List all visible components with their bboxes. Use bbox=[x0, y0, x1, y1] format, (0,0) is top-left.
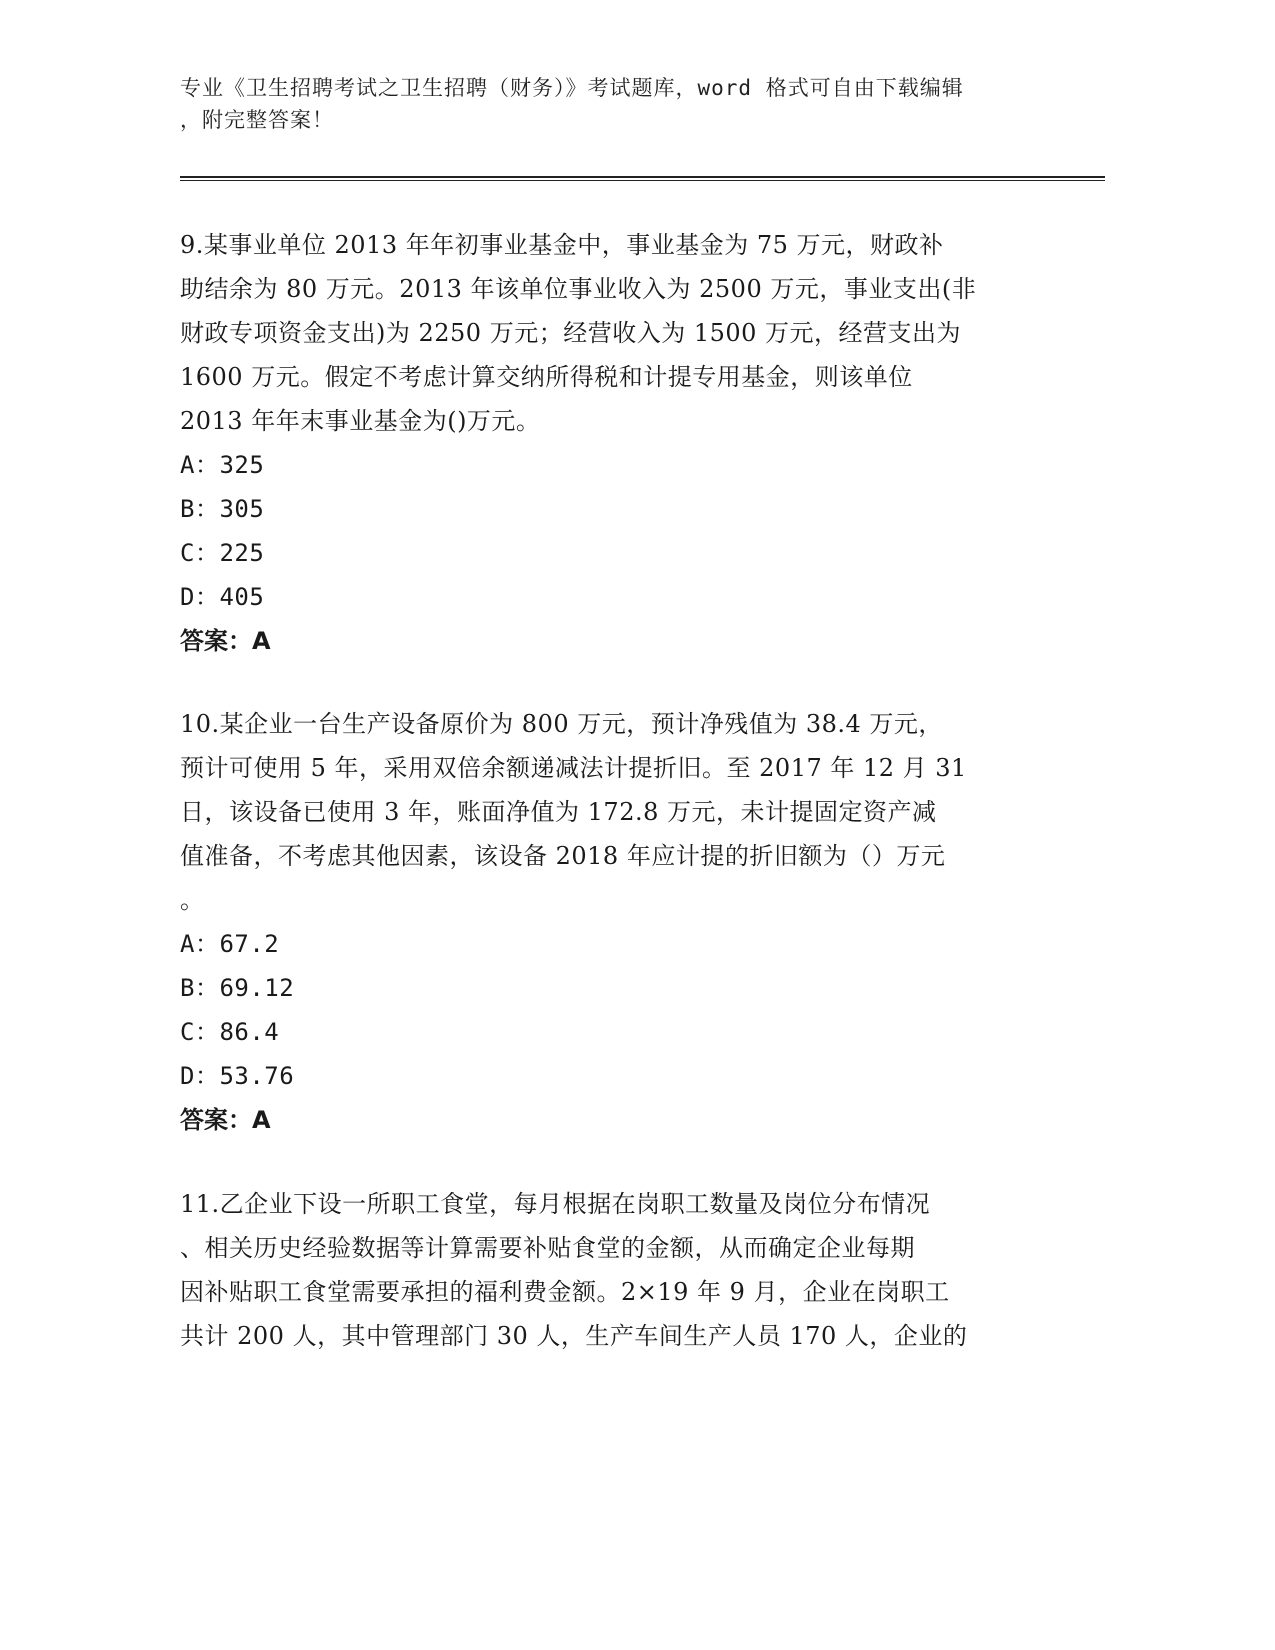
option-b: B：305 bbox=[180, 495, 265, 523]
option-c: C：225 bbox=[180, 539, 265, 567]
option-d: D：405 bbox=[180, 583, 265, 611]
option-c: C：86.4 bbox=[180, 1018, 280, 1046]
stem-line: 共计 200 人，其中管理部门 30 人，生产车间生产人员 170 人，企业的 bbox=[180, 1322, 968, 1350]
document-header bbox=[180, 72, 1060, 136]
stem-line: 9.某事业单位 2013 年年初事业基金中，事业基金为 75 万元，财政补 bbox=[180, 231, 944, 259]
stem-line: 10.某企业一台生产设备原价为 800 万元，预计净残值为 38.4 万元， bbox=[180, 710, 943, 738]
stem-line: 2013 年年末事业基金为()万元。 bbox=[180, 407, 541, 435]
question-11 bbox=[180, 1182, 1080, 1358]
answer: 答案：A bbox=[180, 627, 271, 655]
option-a: A：325 bbox=[180, 451, 265, 479]
stem-line: 财政专项资金支出)为 2250 万元；经营收入为 1500 万元，经营支出为 bbox=[180, 319, 962, 347]
stem-line: 值准备，不考虑其他因素，该设备 2018 年应计提的折旧额为（）万元 bbox=[180, 842, 946, 870]
stem-line: 助结余为 80 万元。2013 年该单位事业收入为 2500 万元，事业支出(非 bbox=[180, 275, 977, 303]
stem-line: 1600 万元。假定不考虑计算交纳所得税和计提专用基金，则该单位 bbox=[180, 363, 913, 391]
header-divider-thick bbox=[180, 176, 1105, 178]
stem-line: 11.乙企业下设一所职工食堂，每月根据在岗职工数量及岗位分布情况 bbox=[180, 1190, 931, 1218]
option-b: B：69.12 bbox=[180, 974, 295, 1002]
header-divider-thin bbox=[180, 180, 1105, 181]
option-d: D：53.76 bbox=[180, 1062, 295, 1090]
stem-line: 预计可使用 5 年，采用双倍余额递减法计提折旧。至 2017 年 12 月 31 bbox=[180, 754, 967, 782]
question-stem bbox=[180, 223, 1080, 443]
question-stem bbox=[180, 1182, 1080, 1358]
answer: 答案：A bbox=[180, 1106, 271, 1134]
question-9 bbox=[180, 223, 1080, 663]
stem-line: 、相关历史经验数据等计算需要补贴食堂的金额，从而确定企业每期 bbox=[180, 1234, 915, 1262]
header-line-2: ，附完整答案！ bbox=[180, 108, 334, 132]
stem-line: 因补贴职工食堂需要承担的福利费金额。2×19 年 9 月，企业在岗职工 bbox=[180, 1278, 950, 1306]
question-10 bbox=[180, 702, 1080, 1142]
header-line-1: 专业《卫生招聘考试之卫生招聘（财务）》考试题库，word 格式可自由下载编辑 bbox=[180, 76, 964, 100]
question-stem bbox=[180, 702, 1080, 922]
stem-line: 日，该设备已使用 3 年，账面净值为 172.8 万元，未计提固定资产减 bbox=[180, 798, 937, 826]
option-a: A：67.2 bbox=[180, 930, 280, 958]
stem-line: 。 bbox=[180, 886, 205, 914]
